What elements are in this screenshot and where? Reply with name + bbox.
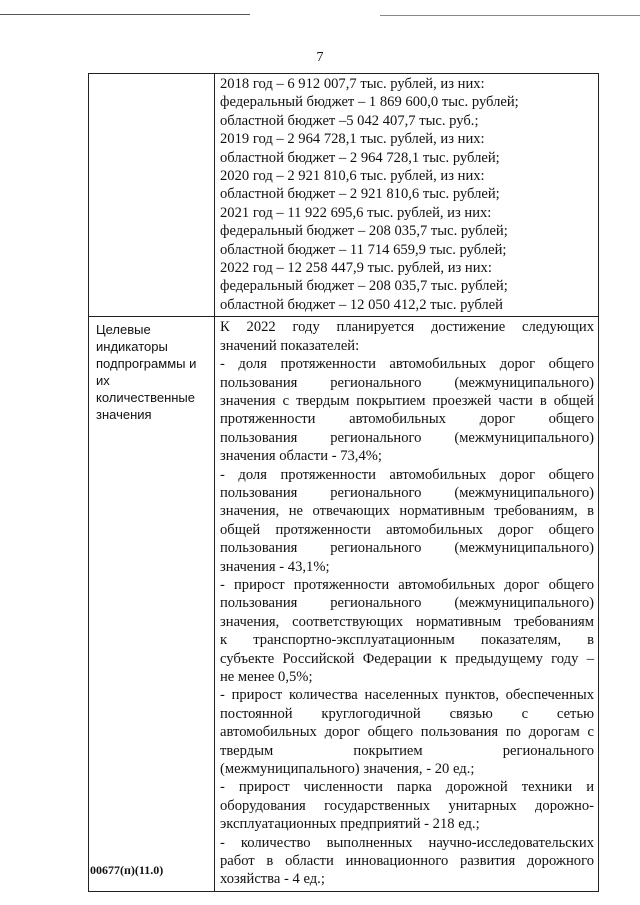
passport-table	[88, 73, 599, 892]
funding-line: федеральный бюджет – 208 035,7 тыс. рублей;	[220, 223, 508, 240]
indicator-line: - доля протяженности автомобильных дорог общего	[220, 356, 594, 373]
indicator-line: значения, не отвечающих нормативным требованиям, в	[220, 503, 594, 520]
indicator-line: значения области - 73,4%;	[220, 448, 382, 465]
indicator-line: общей протяженности автомобильных дорог общего	[220, 521, 594, 538]
indicator-line: автомобильных дорог общего пользования по дорогам с	[220, 724, 594, 741]
indicators-label-line: индикаторы	[96, 339, 168, 355]
page-number: 7	[316, 50, 324, 65]
indicators-label-line: подпрограммы и	[96, 356, 197, 372]
funding-line: 2018 год – 6 912 007,7 тыс. рублей, из них:	[220, 76, 485, 92]
indicator-line: - доля протяженности автомобильных дорог общего	[220, 466, 594, 483]
indicator-line: твердым покрытием регионального	[220, 742, 594, 759]
indicator-line: работ в области инновационного развития дорожного	[220, 853, 594, 870]
indicators-label-line: значения	[96, 407, 152, 423]
indicators-label	[89, 317, 214, 423]
funding-line: областной бюджет – 12 050 412,2 тыс. рублей	[220, 296, 503, 313]
indicator-line: К 2022 году планируется достижение следующих	[220, 319, 594, 336]
indicator-line: - прирост количества населенных пунктов, обеспеченных	[220, 687, 594, 704]
funding-row	[89, 74, 599, 317]
indicator-line: не менее 0,5%;	[220, 669, 313, 685]
indicator-line: протяженности автомобильных дорог общего	[220, 411, 594, 428]
scan-top-rule-right	[380, 15, 640, 16]
funding-line: федеральный бюджет – 1 869 600,0 тыс. рублей;	[220, 94, 519, 111]
indicators-row	[89, 317, 599, 892]
indicator-line: пользования регионального (межмуниципального)	[220, 429, 594, 446]
funding-line: областной бюджет –5 042 407,7 тыс. руб.;	[220, 112, 479, 129]
funding-line: областной бюджет – 11 714 659,9 тыс. рублей;	[220, 241, 507, 258]
indicator-line: пользования регионального (межмуниципального)	[220, 484, 594, 501]
funding-line: 2019 год – 2 964 728,1 тыс. рублей, из них:	[220, 131, 485, 148]
footer-document-code: 00677(п)(11.0)	[90, 863, 164, 877]
funding-line: 2020 год – 2 921 810,6 тыс. рублей, из них:	[220, 168, 485, 185]
indicator-line: - количество выполненных научно-исследовательских	[220, 834, 594, 851]
funding-line: 2022 год – 12 258 447,9 тыс. рублей, из них:	[220, 260, 492, 277]
funding-line: областной бюджет – 2 921 810,6 тыс. рублей;	[220, 186, 500, 203]
indicators-text	[215, 317, 598, 891]
indicator-line: постоянной круглогодичной связью с сетью	[220, 705, 594, 722]
indicator-line: - прирост численности парка дорожной техники и	[220, 779, 594, 796]
indicator-line: - прирост протяженности автомобильных дорог общего	[220, 576, 594, 593]
indicators-content-cell	[215, 317, 599, 892]
funding-line: областной бюджет – 2 964 728,1 тыс. рублей;	[220, 149, 500, 166]
indicator-line: значения с твердым покрытием проезжей части в общей	[220, 392, 594, 409]
indicators-label-line: их	[96, 373, 110, 389]
indicator-line: оборудования государственных унитарных дорожно-	[220, 797, 594, 814]
indicator-line: значений показателей:	[220, 337, 360, 354]
funding-line: федеральный бюджет – 208 035,7 тыс. рублей;	[220, 278, 508, 295]
indicator-line: значения - 43,1%;	[220, 558, 330, 575]
indicator-line: хозяйства - 4 ед.;	[220, 871, 325, 888]
indicator-line: эксплуатационных предприятий - 218 ед.;	[220, 816, 480, 833]
indicators-label-line: количественные	[96, 390, 196, 406]
indicator-line: пользования регионального (межмуниципального)	[220, 540, 594, 557]
indicator-line: (межмуниципального) значения, - 20 ед.;	[220, 761, 475, 778]
indicators-label-line: Целевые	[96, 322, 151, 338]
scan-top-rule	[0, 14, 250, 15]
funding-text	[215, 74, 598, 316]
indicator-line: пользования регионального (межмуниципального)	[220, 374, 594, 391]
indicator-line: к транспортно-эксплуатационным показателям, в	[220, 632, 594, 649]
funding-label-cell	[89, 74, 215, 317]
funding-content-cell	[215, 74, 599, 317]
indicator-line: пользования регионального (межмуниципального)	[220, 595, 594, 612]
indicator-line: субъекте Российской Федерации к предыдущему году –	[220, 650, 594, 667]
indicators-label-cell	[89, 317, 215, 892]
indicator-line: значения, соответствующих нормативным требованиям	[220, 613, 594, 630]
funding-line: 2021 год – 11 922 695,6 тыс. рублей, из них:	[220, 204, 492, 221]
